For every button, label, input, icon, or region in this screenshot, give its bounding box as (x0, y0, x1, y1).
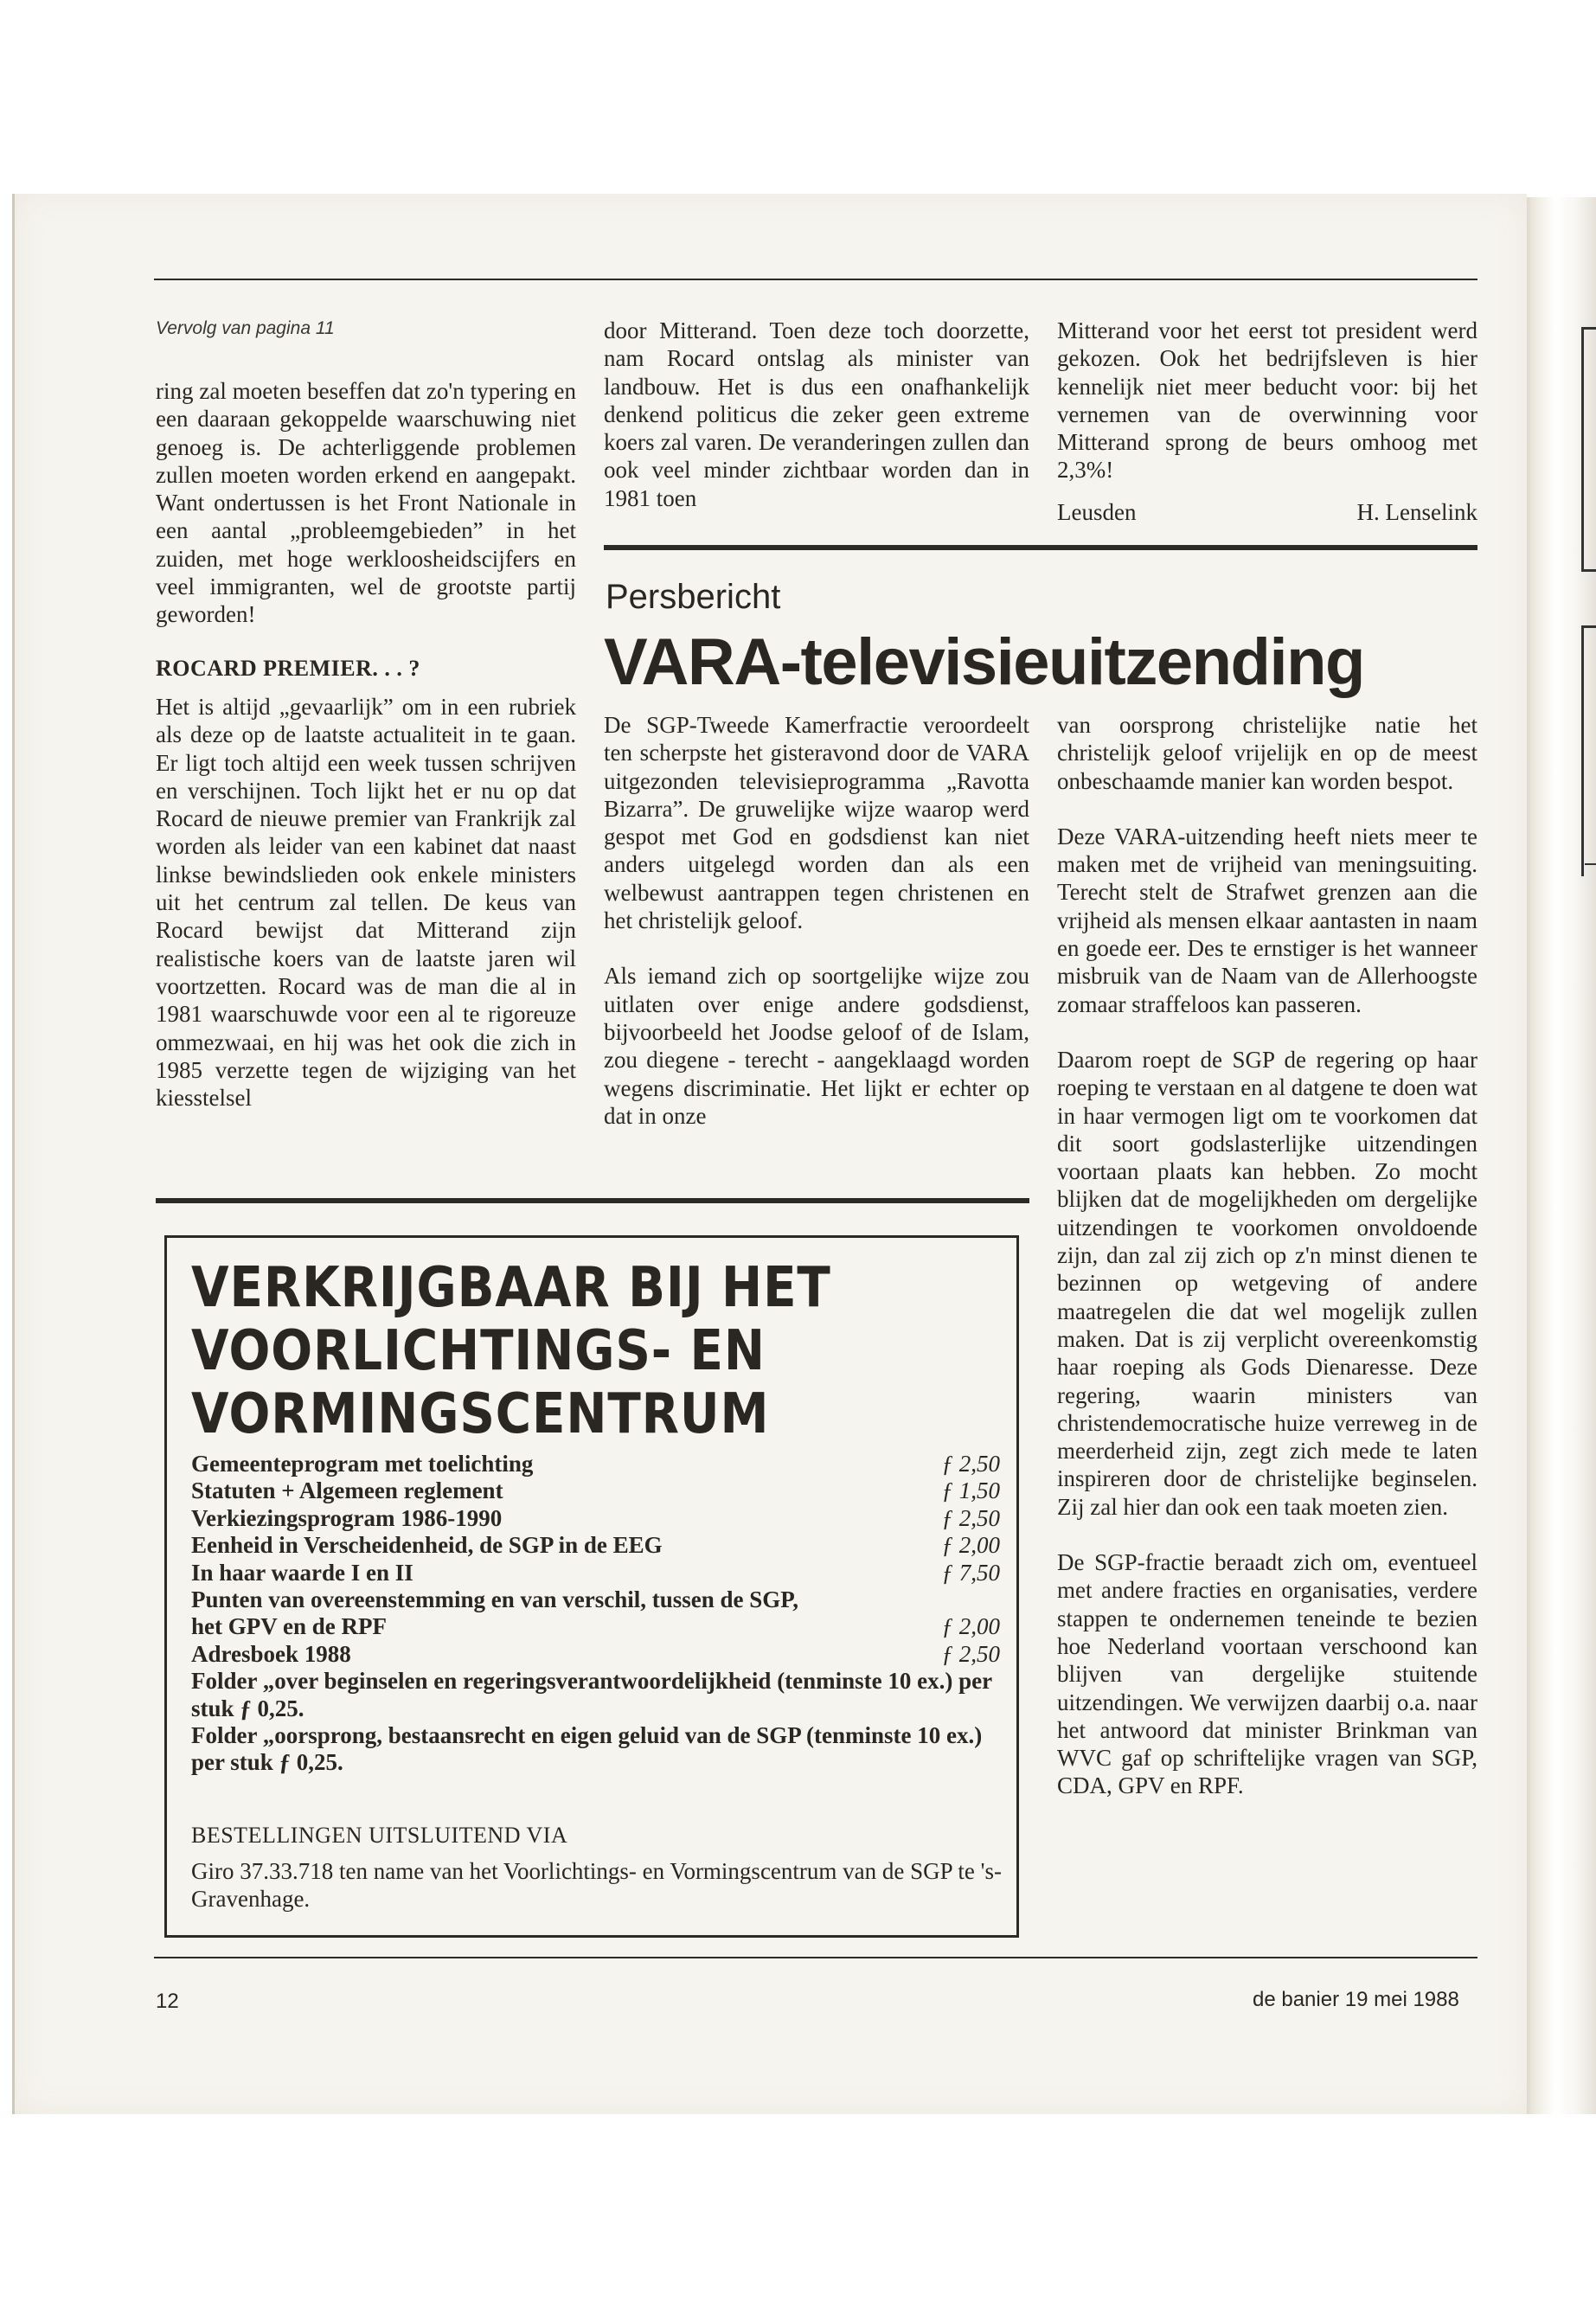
col3-paragraph-1: Mitterand voor het eerst tot president werd gekozen. Ook het bedrijfsleven is hier kennelijk niet meer beducht voor: bij het vernemen van de overwinning voor Mitterand sprong de beurs omhoog met 2,3%! (1057, 317, 1477, 484)
press-col2-paragraph-2: Als iemand zich op soortgelijke wijze zou uitlaten over enige andere godsdienst, bijvoorbeeld het Joodse geloof of de Islam, zou diegene - terecht - aangeklaagd worden wegens discriminatie. Het lijkt er echter op dat in onze (604, 963, 1029, 1129)
press-col2-paragraph-1: De SGP-Tweede Kamerfractie veroordeelt ten scherpste het gisteravond door de VARA uitgezonden televisieprogramma „Ravotta Bizarra”. De gruwelijke wijze waarop werd gespot met God en godsdienst kan niet anders uitgelegd worden dan als een welbewust aantrappen tegen christenen en het christelijk geloof. (604, 712, 1029, 934)
byline-author: H. Lenselink (1356, 498, 1477, 525)
item-name: het GPV en de RPF (191, 1613, 387, 1640)
order-advertisement (164, 1235, 1019, 1938)
ad-top-rule (156, 1198, 1029, 1203)
column-3-top (1057, 317, 1477, 526)
folder-1: Folder „over beginselen en regeringsverantwoordelijkheid (tenminste 10 ex.) per stuk ƒ 0,25. (191, 1668, 992, 1721)
item-price: ƒ 2,50 (941, 1640, 1000, 1667)
page-edge (1524, 197, 1596, 2114)
ad-title (191, 1257, 907, 1446)
continued-label: Vervolg van pagina 11 (156, 318, 335, 338)
item-name: Statuten + Algemeen reglement (191, 1477, 503, 1504)
item-name: Eenheid in Verscheidenheid, de SGP in de EEG (191, 1532, 663, 1559)
press-col3-paragraph-3: Daarom roept de SGP de regering op haar roeping te verstaan en al datgene te doen wat in haar vermogen ligt om te voorkomen dat dit soort godslasterlijke uitzendingen voortaan plaats kan hebben. Zo mocht blijken dat de mogelijkheden om dergelijke uitzendingen te voorkomen onvoldoende zijn, dan zal zij zich op z'n minst dienen te bezinnen op wetgeving of andere maatregelen die dat wel mogelijk zullen maken. Dat is zij verplicht overeenkomstig haar roeping als Gods Dienaresse. Deze regering, waarin ministers van christendemocratische huize verreweg in de meerderheid zijn, zegt zich mede te laten inspireren door de christelijke beginselen. Zij zal hier dan ook een taak moeten zien. (1057, 1046, 1477, 1520)
ad-title-line-3: VORMINGSCENTRUM (191, 1382, 770, 1446)
col1-paragraph-2: Het is altijd „gevaarlijk” om in een rubriek als deze op de laatste actualiteit in te gaan. Er ligt toch altijd een week tussen schrijven en verschijnen. Toch lijkt het er nu op dat Rocard de nieuwe premier van Frankrijk zal worden als leider van een kabinet dat naast linkse bewindslieden ook enkele ministers uit het centrum zal tellen. De keus van Rocard bewijst dat Mitterand zijn realistische koers van de laatste jaren wil voortzetten. Rocard was de man die al in 1981 waarschuwde voor een al te rigoreuze ommezwaai, en hij was het ook die zich in 1985 verzette tegen de wijziging van het kiesstelsel (156, 693, 576, 1112)
order-heading: BESTELLINGEN UITSLUITEND VIA (191, 1823, 568, 1848)
price-row (191, 1641, 1000, 1668)
item-name: Verkiezingsprogram 1986-1990 (191, 1504, 503, 1531)
item-price: ƒ 7,50 (941, 1559, 1000, 1586)
rocard-subhead: ROCARD PREMIER. . . ? (156, 655, 420, 681)
page-number: 12 (156, 1990, 179, 2013)
folder-2: Folder „oorsprong, bestaansrecht en eigen geluid van de SGP (tenminste 10 ex.) per stuk ƒ 0,25. (191, 1722, 983, 1776)
price-row (191, 1613, 1000, 1640)
col1-paragraph-1: ring zal moeten beseffen dat zo'n typering en een daaraan gekoppelde waarschuwing niet genoeg is. De achterliggende problemen zullen moeten worden erkend en aangepakt. Want ondertussen is het Front Nationale in een aantal „probleemgebieden” in het zuiden, met hoge werkloosheidscijfers en veel immigranten, wel de grootste partij geworden! (156, 378, 576, 628)
column-1 (156, 377, 576, 1112)
item-name: Adresboek 1988 (191, 1640, 351, 1667)
byline (1057, 498, 1477, 526)
order-instructions: Giro 37.33.718 ten name van het Voorlichtings- en Vormingscentrum van de SGP te 's-Gravenhage. (191, 1858, 1002, 1912)
price-row (191, 1532, 1000, 1559)
item-price: ƒ 2,00 (941, 1532, 1000, 1559)
press-column-3 (1057, 711, 1477, 1800)
column-2-top (604, 317, 1029, 512)
press-col3-paragraph-2: Deze VARA-uitzending heeft niets meer te maken met de vrijheid van meningsuiting. Terecht stelt de Strafwet grenzen aan die vrijheid als mensen elkaar aantasten in naam en goede eer. Des te ernstiger is het wanneer misbruik van de Naam van de Allerhoogste zomaar straffeloos kan passeren. (1057, 823, 1477, 1017)
item-name: In haar waarde I en II (191, 1559, 413, 1586)
press-col3-paragraph-4: De SGP-fractie beraadt zich om, eventueel met andere fracties en organisaties, verdere stappen te ondernemen teneinde te bezien hoe Nederland voortaan verschoond kan blijven van dergelijke stuitende uitzendingen. We verwijzen daarbij o.a. naar het antwoord dat minister Brinkman van WVC gaf op schriftelijke vragen van SGP, CDA, GPV en RPF. (1057, 1549, 1477, 1799)
bottom-rule (154, 1957, 1477, 1958)
price-list (191, 1451, 1000, 1777)
press-column-2 (604, 711, 1029, 1130)
price-row (191, 1586, 1000, 1613)
press-headline: VARA-televisieuitzending (604, 625, 1364, 699)
price-row (191, 1477, 1000, 1504)
ad-title-line-1: VERKRIJGBAAR BIJ HET (191, 1256, 831, 1320)
press-label: Persbericht (606, 578, 781, 616)
byline-place: Leusden (1057, 498, 1137, 525)
item-name: Punten van overeenstemming en van verschil, tussen de SGP, (191, 1586, 799, 1613)
item-price: ƒ 2,50 (941, 1504, 1000, 1531)
publication-date: de banier 19 mei 1988 (1253, 1988, 1459, 2011)
price-row (191, 1451, 1000, 1477)
item-price: ƒ 2,00 (941, 1613, 1000, 1640)
press-rule (604, 545, 1477, 550)
ad-title-line-2: VOORLICHTINGS- EN (191, 1319, 766, 1383)
item-name: Gemeenteprogram met toelichting (191, 1451, 534, 1477)
top-rule (154, 279, 1477, 280)
price-row (191, 1505, 1000, 1532)
item-price: ƒ 1,50 (941, 1477, 1000, 1504)
item-price: ƒ 2,50 (941, 1451, 1000, 1477)
col2-paragraph-1: door Mitterand. Toen deze toch doorzette, nam Rocard ontslag als minister van landbouw. Het is dus een onafhankelijk denkend politicus die zeker geen extreme koers zal varen. De veranderingen zullen dan ook veel minder zichtbaar worden dan in 1981 toen (604, 317, 1029, 511)
press-col3-paragraph-1: van oorsprong christelijke natie het christelijk geloof vrijelijk en op de meest onbeschaamde manier kan worden bespot. (1057, 712, 1477, 794)
price-row (191, 1560, 1000, 1586)
